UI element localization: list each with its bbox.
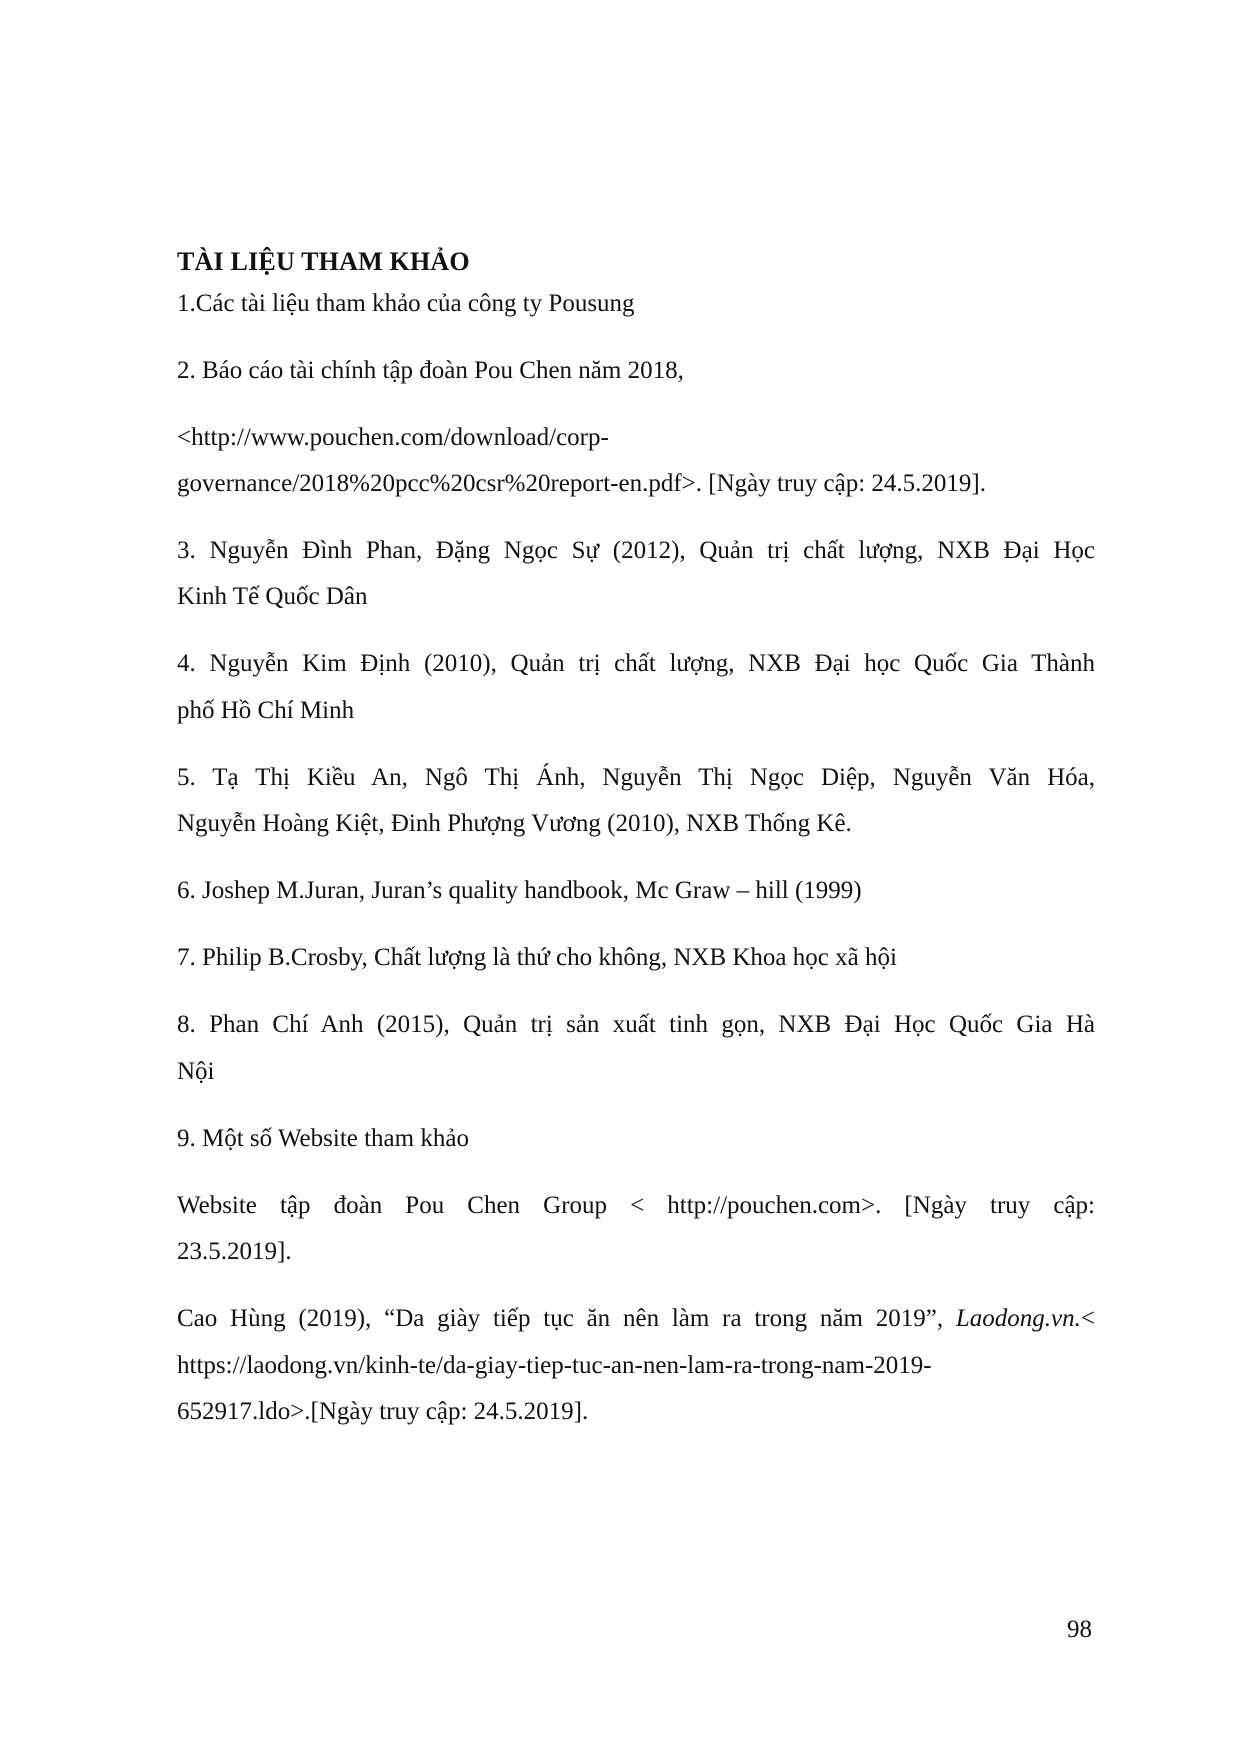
reference-9: 9. Một số Website tham khảo (177, 1125, 469, 1152)
reference-5-line-1: 5. Tạ Thị Kiều An, Ngô Thị Ánh, Nguyễn Thị Ngọc Diệp, Nguyễn Văn Hóa, (177, 764, 1095, 791)
reference-3-line-1: 3. Nguyễn Đình Phan, Đặng Ngọc Sự (2012), Quản trị chất lượng, NXB Đại Học (177, 537, 1095, 564)
reference-5-line-2: Nguyễn Hoàng Kiệt, Đinh Phượng Vương (2010), NXB Thống Kê. (177, 810, 852, 837)
website-1-line-1: Website tập đoàn Pou Chen Group < http://pouchen.com>. [Ngày truy cập: (177, 1192, 1095, 1219)
reference-4-line-1: 4. Nguyễn Kim Định (2010), Quản trị chất lượng, NXB Đại học Quốc Gia Thành (177, 650, 1095, 677)
website-2-url: https://laodong.vn/kinh-te/da-giay-tiep-tuc-an-nen-lam-ra-trong-nam-2019- (177, 1352, 932, 1379)
reference-8-line-1: 8. Phan Chí Anh (2015), Quản trị sản xuất tinh gọn, NXB Đại Học Quốc Gia Hà (177, 1011, 1095, 1038)
website-2-source: Laodong.vn. (955, 1305, 1081, 1332)
website-2-text: Cao Hùng (2019), “Da giày tiếp tục ăn nên làm ra trong năm 2019”, (177, 1305, 956, 1332)
website-2-bracket: < (1080, 1305, 1095, 1332)
website-1-line-2: 23.5.2019]. (177, 1238, 292, 1265)
reference-3-line-2: Kinh Tế Quốc Dân (177, 583, 368, 610)
reference-7: 7. Philip B.Crosby, Chất lượng là thứ cho không, NXB Khoa học xã hội (177, 944, 897, 971)
reference-2-line-3: governance/2018%20pcc%20csr%20report-en.pdf>. [Ngày truy cập: 24.5.2019]. (177, 470, 986, 497)
reference-8-line-2: Nội (177, 1058, 215, 1085)
reference-4-line-2: phố Hồ Chí Minh (177, 697, 355, 724)
page-number: 98 (1067, 1616, 1092, 1643)
page-title: TÀI LIỆU THAM KHẢO (177, 247, 470, 276)
website-2-line-1 (177, 1305, 1095, 1333)
reference-2-line-1: 2. Báo cáo tài chính tập đoàn Pou Chen năm 2018, (177, 357, 684, 384)
reference-2-url: <http://www.pouchen.com/download/corp- (177, 424, 609, 451)
website-2-line-3: 652917.ldo>.[Ngày truy cập: 24.5.2019]. (177, 1398, 589, 1425)
reference-6: 6. Joshep M.Juran, Juran’s quality handbook, Mc Graw – hill (1999) (177, 877, 862, 904)
reference-1: 1.Các tài liệu tham khảo của công ty Pousung (177, 290, 635, 317)
